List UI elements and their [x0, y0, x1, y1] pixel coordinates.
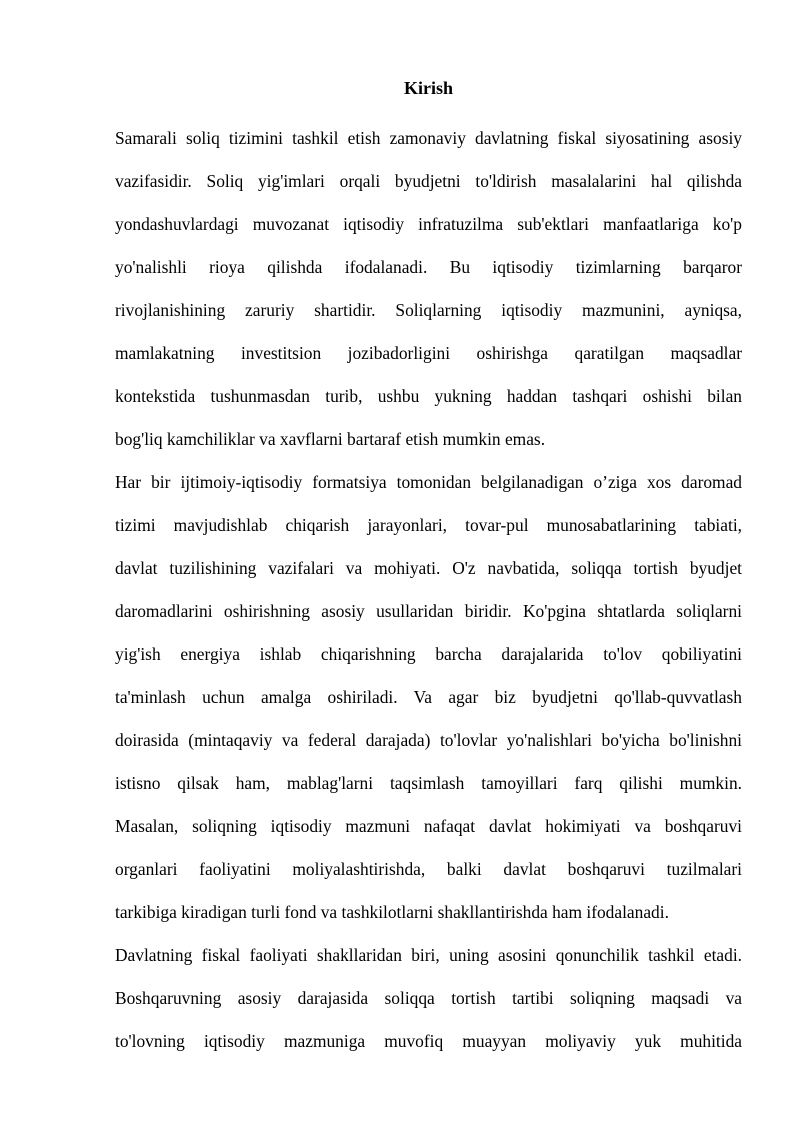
- text-line: yo'nalishli rioya qilishda ifodalanadi. Bu iqtisodiy tizimlarning barqaror: [115, 257, 742, 277]
- text-line: ta'minlash uchun amalga oshiriladi. Va agar biz byudjetni qo'llab-quvvatlash: [115, 687, 742, 707]
- text-line: Masalan, soliqning iqtisodiy mazmuni nafaqat davlat hokimiyati va boshqaruvi: [115, 816, 742, 836]
- paragraph: [115, 461, 742, 934]
- text-line: daromadlarini oshirishning asosiy usullaridan biridir. Ko'pgina shtatlarda soliqlarni: [115, 601, 742, 621]
- text-line: mamlakatning investitsion jozibadorligini oshirishga qaratilgan maqsadlar: [115, 343, 742, 363]
- text-line: Har bir ijtimoiy-iqtisodiy formatsiya tomonidan belgilanadigan o’ziga xos daromad: [115, 472, 742, 492]
- text-line: tarkibiga kiradigan turli fond va tashkilotlarni shakllantirishda ham ifodalanadi.: [115, 902, 669, 922]
- text-line: bog'liq kamchiliklar va xavflarni bartaraf etish mumkin emas.: [115, 429, 546, 449]
- text-line: kontekstida tushunmasdan turib, ushbu yukning haddan tashqari oshishi bilan: [115, 386, 742, 406]
- text-line: tizimi mavjudishlab chiqarish jarayonlari, tovar-pul munosabatlarining tabiati,: [115, 515, 742, 535]
- text-line: to'lovning iqtisodiy mazmuniga muvofiq muayyan moliyaviy yuk muhitida: [115, 1031, 742, 1051]
- text-line: istisno qilsak ham, mablag'larni taqsimlash tamoyillari farq qilishi mumkin.: [115, 773, 742, 793]
- text-line: Boshqaruvning asosiy darajasida soliqqa tortish tartibi soliqning maqsadi va: [115, 988, 742, 1008]
- text-line: davlat tuzilishining vazifalari va mohiyati. O'z navbatida, soliqqa tortish byudjet: [115, 558, 742, 578]
- document-body: [115, 117, 742, 1063]
- text-line: doirasida (mintaqaviy va federal darajada) to'lovlar yo'nalishlari bo'yicha bo'linishni: [115, 730, 742, 750]
- text-line: rivojlanishining zaruriy shartidir. Soliqlarning iqtisodiy mazmunini, ayniqsa,: [115, 300, 742, 320]
- page-title: Kirish: [403, 78, 453, 98]
- text-line: vazifasidir. Soliq yig'imlari orqali byudjetni to'ldirish masalalarini hal qilishda: [115, 171, 742, 191]
- text-line: Samarali soliq tizimini tashkil etish zamonaviy davlatning fiskal siyosatining asosiy: [115, 128, 742, 148]
- text-line: organlari faoliyatini moliyalashtirishda, balki davlat boshqaruvi tuzilmalari: [115, 859, 742, 879]
- text-line: Davlatning fiskal faoliyati shakllaridan biri, uning asosini qonunchilik tashkil etadi.: [115, 945, 742, 965]
- text-line: yig'ish energiya ishlab chiqarishning barcha darajalarida to'lov qobiliyatini: [115, 644, 742, 664]
- paragraph: [115, 117, 742, 461]
- paragraph: [115, 934, 742, 1063]
- text-line: yondashuvlardagi muvozanat iqtisodiy infratuzilma sub'ektlari manfaatlariga ko'p: [115, 214, 742, 234]
